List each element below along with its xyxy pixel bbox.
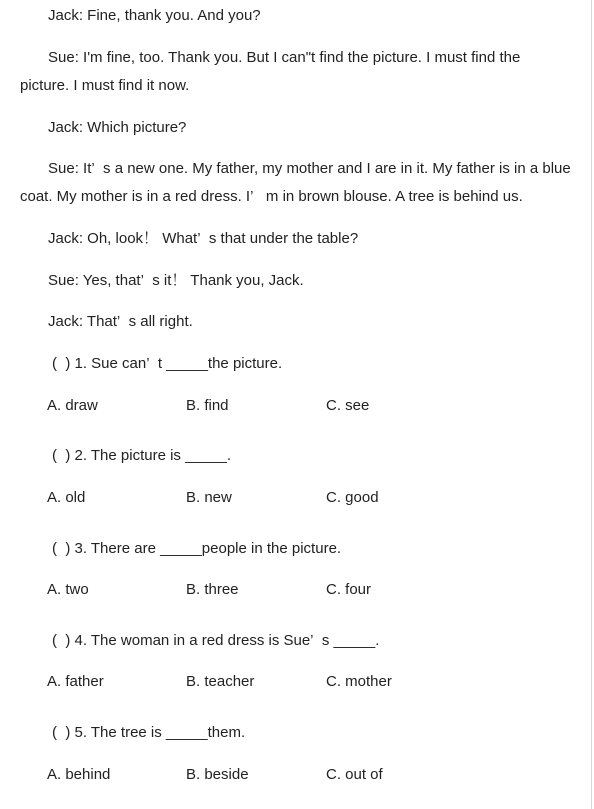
- dialogue-line-jack-2: Jack: Which picture?: [48, 119, 187, 136]
- question-5-stem: ( ) 5. The tree is _____them.: [52, 724, 246, 741]
- question-2-option-c: C. good: [326, 489, 379, 506]
- question-3-option-c: C. four: [326, 581, 372, 598]
- question-4-option-c: C. mother: [326, 673, 392, 690]
- question-2-option-a: A. old: [47, 489, 86, 506]
- question-1-option-c: C. see: [326, 397, 370, 414]
- dialogue-line-jack-3: Jack: Oh, look！ What’ s that under the table?: [48, 230, 359, 247]
- dialogue-line-sue-2: Sue: It’ s a new one. My father, my mother and I are in it. My father is in a blue: [48, 160, 571, 177]
- question-3-option-b: B. three: [186, 581, 239, 598]
- question-4-option-b: B. teacher: [186, 673, 255, 690]
- question-5-option-b: B. beside: [186, 766, 249, 783]
- question-1-option-a: A. draw: [47, 397, 98, 414]
- dialogue-line-jack-4: Jack: That’ s all right.: [48, 313, 193, 330]
- dialogue-line-sue-1-cont: picture. I must find it now.: [20, 77, 190, 94]
- question-4-stem: ( ) 4. The woman in a red dress is Sue’ s _____.: [52, 632, 380, 649]
- question-5-option-c: C. out of: [326, 766, 383, 783]
- question-2-option-b: B. new: [186, 489, 232, 506]
- dialogue-line-sue-3: Sue: Yes, that’ s it！ Thank you, Jack.: [48, 272, 304, 289]
- question-4-option-a: A. father: [47, 673, 104, 690]
- dialogue-line-jack-1: Jack: Fine, thank you. And you?: [48, 7, 261, 24]
- question-3-option-a: A. two: [47, 581, 89, 598]
- question-1-stem: ( ) 1. Sue can’ t _____the picture.: [52, 355, 283, 372]
- question-5-option-a: A. behind: [47, 766, 111, 783]
- page-border: [591, 0, 592, 809]
- dialogue-line-sue-1: Sue: I'm fine, too. Thank you. But I can"t find the picture. I must find the: [48, 49, 521, 66]
- question-1-option-b: B. find: [186, 397, 229, 414]
- dialogue-line-sue-2-cont: coat. My mother is in a red dress. I’ m in brown blouse. A tree is behind us.: [20, 188, 523, 205]
- question-2-stem: ( ) 2. The picture is _____.: [52, 447, 231, 464]
- question-3-stem: ( ) 3. There are _____people in the picture.: [52, 540, 342, 557]
